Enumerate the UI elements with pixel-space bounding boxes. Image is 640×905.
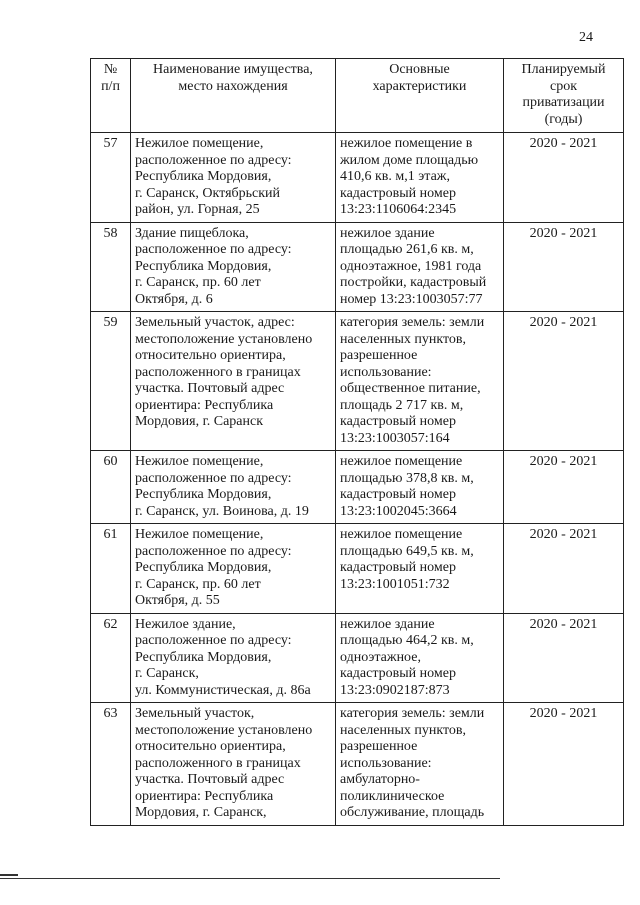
- privatization-term: 2020 - 2021: [504, 703, 624, 826]
- property-name-line: Мордовия, г. Саранск,: [135, 805, 267, 820]
- property-name-line: Республика Мордовия,: [135, 487, 272, 502]
- characteristics-line: нежилое помещение: [340, 454, 463, 469]
- characteristics-line: общественное питание,: [340, 381, 481, 396]
- property-characteristics: [336, 312, 504, 451]
- property-name-line: расположенное по адресу:: [135, 152, 292, 168]
- property-name-line: Республика Мордовия,: [135, 169, 272, 184]
- row-number: 59: [91, 312, 131, 451]
- property-name-line: Нежилое помещение,: [135, 454, 264, 469]
- privatization-term: 2020 - 2021: [504, 222, 624, 312]
- property-name-line: Земельный участок,: [135, 706, 255, 721]
- property-name: [131, 524, 336, 614]
- property-characteristics: [336, 451, 504, 524]
- row-number: 60: [91, 451, 131, 524]
- property-name-line: Нежилое помещение,: [135, 527, 264, 542]
- characteristics-line: одноэтажное, 1981 года: [340, 258, 482, 274]
- characteristics-line: кадастровый номер: [340, 666, 456, 681]
- characteristics-line: разрешенное: [340, 739, 418, 754]
- property-name-line: Республика Мордовия,: [135, 649, 272, 665]
- characteristics-line: нежилое помещение: [340, 527, 463, 542]
- characteristics-line: 13:23:1001051:732: [340, 576, 450, 592]
- header-name: Наименование имущества, место нахождения: [131, 59, 336, 133]
- property-name-line: Республика Мордовия,: [135, 258, 272, 274]
- property-characteristics: [336, 703, 504, 826]
- property-name-line: район, ул. Горная, 25: [135, 202, 260, 217]
- property-name-line: ориентира: Республика: [135, 788, 274, 804]
- property-name-line: участка. Почтовый адрес: [135, 772, 285, 787]
- privatization-term: 2020 - 2021: [504, 524, 624, 614]
- property-name-line: Мордовия, г. Саранск: [135, 414, 264, 429]
- characteristics-line: одноэтажное,: [340, 649, 421, 665]
- property-name: [131, 703, 336, 826]
- characteristics-line: обслуживание, площадь: [340, 805, 485, 820]
- characteristics-line: 13:23:0902187:873: [340, 682, 450, 698]
- characteristics-line: населенных пунктов,: [340, 722, 467, 738]
- row-number: 57: [91, 133, 131, 223]
- characteristics-line: нежилое здание: [340, 616, 435, 632]
- property-name-line: г. Саранск, Октябрьский: [135, 185, 281, 201]
- property-name: [131, 451, 336, 524]
- table-row: [91, 613, 624, 703]
- characteristics-line: нежилое здание: [340, 225, 435, 241]
- table-header-row: [91, 59, 624, 133]
- table-row: [91, 524, 624, 614]
- bottom-divider: [0, 878, 500, 879]
- table-row: [91, 222, 624, 312]
- characteristics-line: 13:23:1002045:3664: [340, 503, 457, 519]
- property-name-line: ориентира: Республика: [135, 397, 274, 413]
- property-name-line: расположенное по адресу:: [135, 633, 292, 648]
- characteristics-line: 410,6 кв. м,1 этаж,: [340, 169, 450, 184]
- page-number: 24: [579, 30, 593, 45]
- property-name-line: г. Саранск, пр. 60 лет: [135, 275, 261, 290]
- characteristics-line: номер 13:23:1003057:77: [340, 291, 483, 307]
- property-name-line: Республика Мордовия,: [135, 560, 272, 575]
- row-number: 61: [91, 524, 131, 614]
- property-characteristics: [336, 613, 504, 703]
- characteristics-line: постройки, кадастровый: [340, 275, 487, 290]
- table-row: [91, 703, 624, 826]
- property-name-line: Октября, д. 55: [135, 593, 220, 608]
- property-characteristics: [336, 222, 504, 312]
- privatization-term: 2020 - 2021: [504, 133, 624, 223]
- property-name-line: г. Саранск, ул. Воинова, д. 19: [135, 503, 309, 519]
- table-row: [91, 451, 624, 524]
- characteristics-line: использование:: [340, 364, 432, 380]
- characteristics-line: кадастровый номер: [340, 560, 456, 575]
- property-name-line: участка. Почтовый адрес: [135, 381, 285, 396]
- characteristics-line: кадастровый номер: [340, 185, 456, 201]
- property-name-line: расположенного в границах: [135, 364, 301, 380]
- characteristics-line: 13:23:1003057:164: [340, 430, 450, 446]
- privatization-term: 2020 - 2021: [504, 613, 624, 703]
- table-body: [91, 133, 624, 826]
- header-characteristics: Основные характеристики: [336, 59, 504, 133]
- characteristics-line: 13:23:1106064:2345: [340, 202, 457, 217]
- row-number: 58: [91, 222, 131, 312]
- property-name-line: расположенное по адресу:: [135, 543, 292, 559]
- property-name-line: местоположение установлено: [135, 722, 313, 738]
- property-name-line: Земельный участок, адрес:: [135, 315, 295, 330]
- privatization-term: 2020 - 2021: [504, 451, 624, 524]
- property-name-line: относительно ориентира,: [135, 348, 286, 363]
- characteristics-line: площадью 261,6 кв. м,: [340, 242, 474, 257]
- property-name-line: г. Саранск,: [135, 666, 199, 681]
- property-name-line: Здание пищеблока,: [135, 225, 249, 241]
- characteristics-line: амбулаторно-: [340, 772, 420, 787]
- header-term: Планируемый срок приватизации (годы): [504, 59, 624, 133]
- property-name-line: расположенного в границах: [135, 755, 301, 771]
- property-name: [131, 222, 336, 312]
- row-number: 63: [91, 703, 131, 826]
- property-name-line: расположенное по адресу:: [135, 242, 292, 257]
- margin-mark: [0, 874, 18, 876]
- property-name: [131, 312, 336, 451]
- characteristics-line: категория земель: земли: [340, 706, 485, 721]
- property-name-line: расположенное по адресу:: [135, 470, 292, 486]
- privatization-table: [90, 58, 624, 826]
- characteristics-line: нежилое помещение в: [340, 136, 473, 151]
- property-name-line: местоположение установлено: [135, 331, 313, 347]
- property-characteristics: [336, 133, 504, 223]
- characteristics-line: кадастровый номер: [340, 487, 456, 502]
- characteristics-line: поликлиническое: [340, 788, 445, 804]
- property-name-line: Октября, д. 6: [135, 291, 213, 307]
- characteristics-line: кадастровый номер: [340, 414, 456, 429]
- table-row: [91, 312, 624, 451]
- property-name: [131, 613, 336, 703]
- characteristics-line: жилом доме площадью: [340, 152, 479, 168]
- privatization-term: 2020 - 2021: [504, 312, 624, 451]
- header-number: № п/п: [91, 59, 131, 133]
- property-name-line: г. Саранск, пр. 60 лет: [135, 576, 261, 592]
- characteristics-line: площадью 649,5 кв. м,: [340, 543, 474, 559]
- table-row: [91, 133, 624, 223]
- property-characteristics: [336, 524, 504, 614]
- property-name-line: Нежилое помещение,: [135, 136, 264, 151]
- characteristics-line: разрешенное: [340, 348, 418, 363]
- row-number: 62: [91, 613, 131, 703]
- property-name: [131, 133, 336, 223]
- characteristics-line: использование:: [340, 755, 432, 771]
- property-name-line: Нежилое здание,: [135, 616, 236, 632]
- property-name-line: относительно ориентира,: [135, 739, 286, 754]
- property-name-line: ул. Коммунистическая, д. 86а: [135, 682, 311, 698]
- characteristics-line: площадь 2 717 кв. м,: [340, 397, 464, 413]
- characteristics-line: категория земель: земли: [340, 315, 485, 330]
- characteristics-line: площадью 464,2 кв. м,: [340, 633, 474, 648]
- characteristics-line: населенных пунктов,: [340, 331, 467, 347]
- characteristics-line: площадью 378,8 кв. м,: [340, 470, 474, 486]
